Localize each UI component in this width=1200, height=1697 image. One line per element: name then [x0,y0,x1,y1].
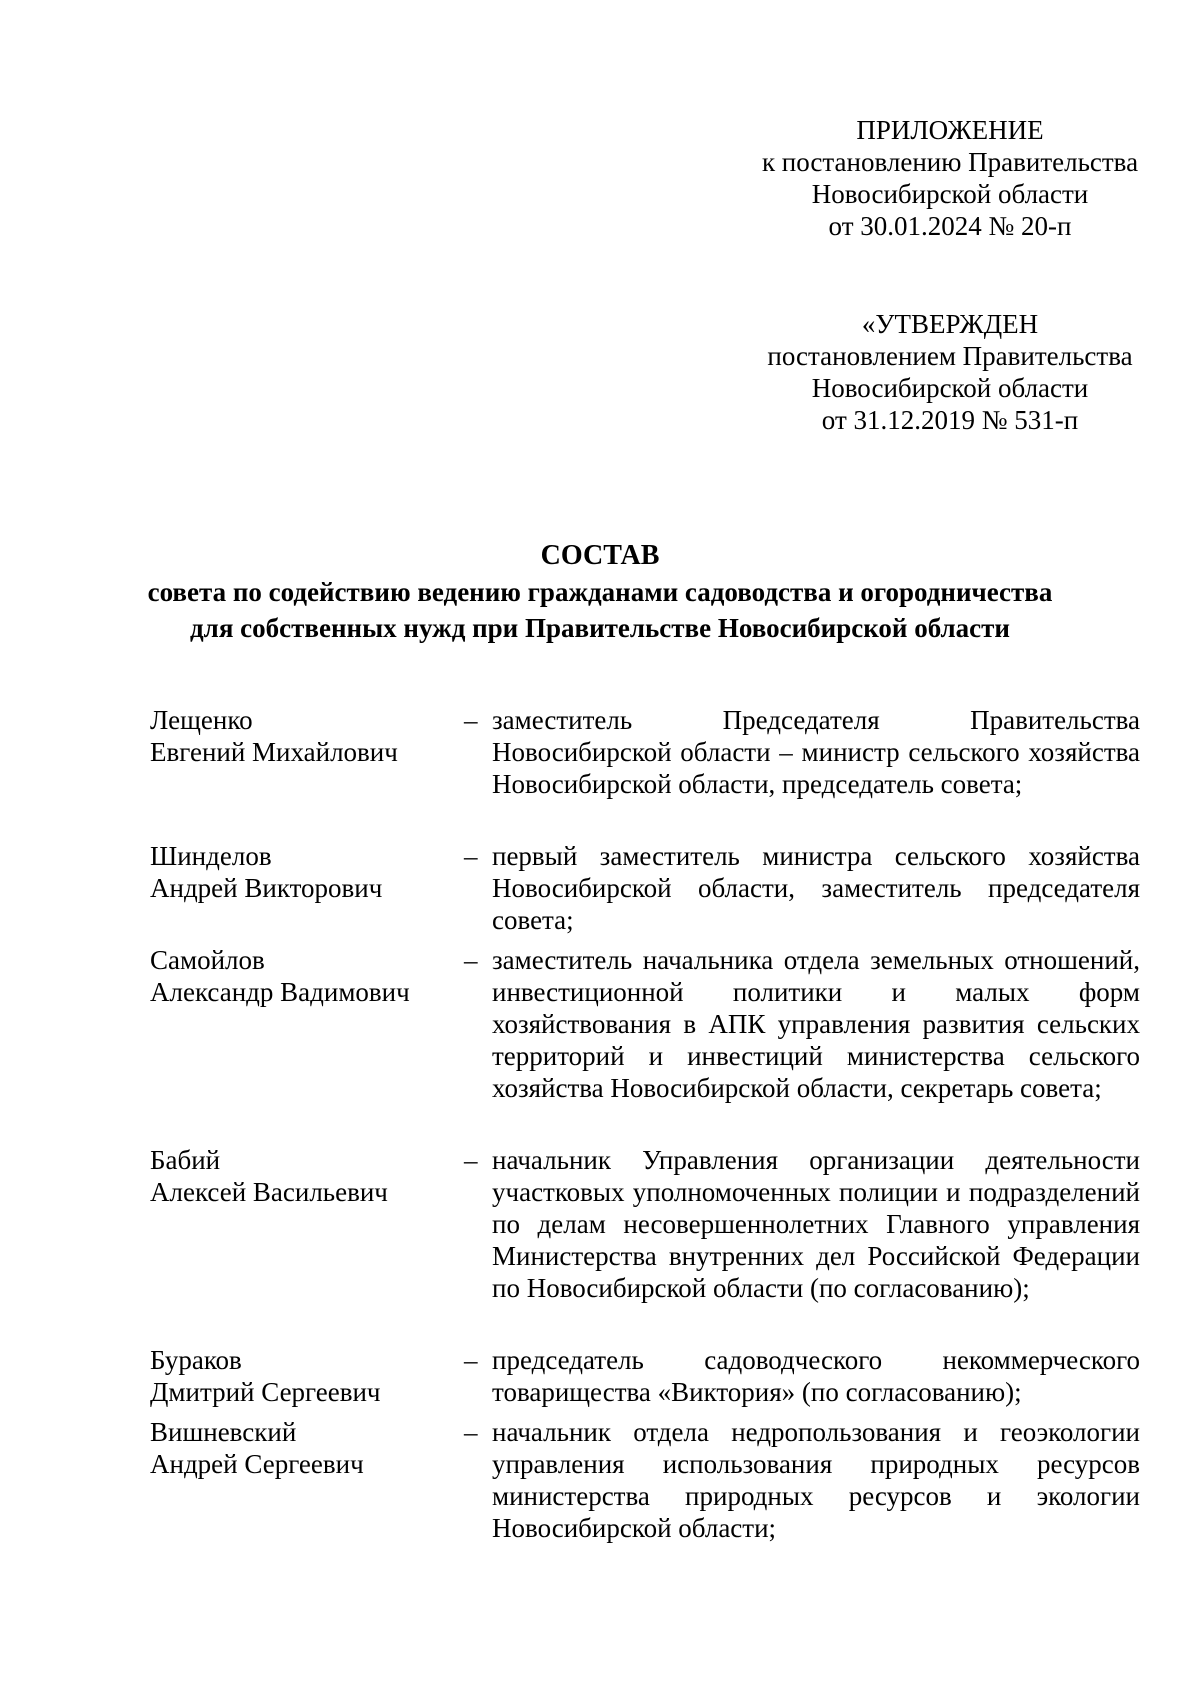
appendix-header [740,114,1160,242]
title-line-3: для собственных нужд при Правительстве Новосибирской области [190,613,1010,643]
appendix-date-number: от 30.01.2024 № 20-п [828,211,1072,241]
member-name [150,1144,450,1208]
dash-separator: – [464,1417,478,1447]
dash-separator: – [464,1145,478,1175]
document-title [0,538,1200,646]
member-role: заместитель начальника отдела земельных отношений, инвестиционной политики и малых форм хозяйствования в АПК управления развития сельских территорий и инвестиций министерства сельского хозяйства Новосибирской области, секретарь совета; [492,945,1140,1103]
member-given-names: Алексей Васильевич [150,1177,388,1207]
title-main: СОСТАВ [540,540,660,571]
member-given-names: Дмитрий Сергеевич [150,1377,381,1407]
member-surname: Самойлов [150,945,265,975]
dash-separator: – [464,841,478,871]
approval-label: «УТВЕРЖДЕН [861,309,1039,339]
appendix-line-2: к постановлению Правительства [761,147,1139,177]
member-name [150,1344,450,1408]
member-role: заместитель Председателя Правительства Новосибирской области – министр сельского хозяйства Новосибирской области, председатель совета; [492,705,1140,799]
member-name [150,840,450,904]
member-surname: Вишневский [150,1417,297,1447]
member-name [150,1416,450,1480]
appendix-label: ПРИЛОЖЕНИЕ [856,115,1044,145]
appendix-line-3: Новосибирской области [811,179,1089,209]
member-given-names: Евгений Михайлович [150,737,398,767]
member-role: первый заместитель министра сельского хозяйства Новосибирской области, заместитель председателя совета; [492,841,1140,935]
member-role: председатель садоводческого некоммерческого товарищества «Виктория» (по согласованию); [492,1345,1140,1407]
approval-header [740,308,1160,436]
member-surname: Бабий [150,1145,221,1175]
member-surname: Шинделов [150,841,272,871]
member-name [150,944,450,1008]
member-role: начальник Управления организации деятельности участковых уполномоченных полиции и подразделений по делам несовершеннолетних Главного управления Министерства внутренних дел Российской Федерации по Новосибирской области (по согласованию); [492,1145,1140,1303]
member-given-names: Александр Вадимович [150,977,410,1007]
member-given-names: Андрей Викторович [150,873,383,903]
member-given-names: Андрей Сергеевич [150,1449,364,1479]
member-surname: Лещенко [150,705,253,735]
approval-line-3: Новосибирской области [811,373,1089,403]
approval-line-2: постановлением Правительства [767,341,1133,371]
title-line-2: совета по содействию ведению гражданами садоводства и огородничества [147,577,1053,607]
dash-separator: – [464,1345,478,1375]
member-surname: Бураков [150,1345,242,1375]
member-role: начальник отдела недропользования и геоэкологии управления использования природных ресурсов министерства природных ресурсов и экологии Новосибирской области; [492,1417,1140,1543]
approval-date-number: от 31.12.2019 № 531-п [821,405,1079,435]
dash-separator: – [464,945,478,975]
member-name [150,704,450,768]
dash-separator: – [464,705,478,735]
